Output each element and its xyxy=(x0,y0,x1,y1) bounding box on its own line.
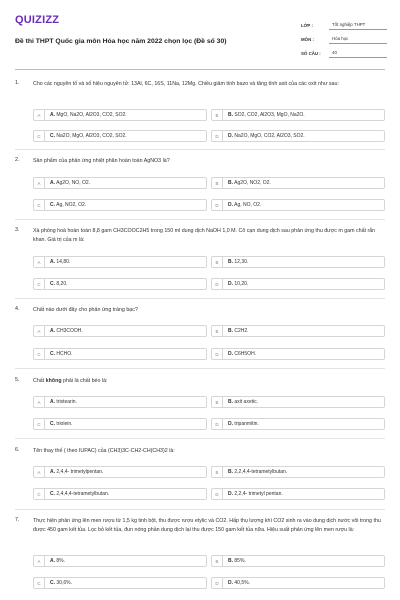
answer-option-a[interactable] xyxy=(33,466,207,478)
option-key: A. xyxy=(50,259,55,265)
question-text: Chất nào dưới đây cho phản ứng tráng bạc? xyxy=(33,307,138,313)
answer-option-a[interactable] xyxy=(33,396,207,408)
question-number: 2. xyxy=(15,157,20,163)
option-text: 30,6%. xyxy=(56,580,72,586)
option-text: 10,20. xyxy=(234,281,249,287)
meta-value: Tốt nghiệp THPT xyxy=(329,22,387,30)
option-text: tripanmitin. xyxy=(234,421,259,427)
answer-option-a[interactable] xyxy=(33,325,207,337)
question-text: Chất không phải là chất béo là: xyxy=(33,378,108,384)
option-text: Na2O, MgO, CO2, Al2O3, SO2. xyxy=(234,133,305,139)
option-text: Ag2O, NO, O2. xyxy=(56,180,91,186)
divider xyxy=(15,509,385,510)
option-letter: A xyxy=(34,257,45,267)
question-number: 1. xyxy=(15,80,20,86)
divider xyxy=(15,219,385,220)
answer-option-d[interactable] xyxy=(211,488,385,500)
option-text: MgO, Na2O, Al2O3, CO2, SO2. xyxy=(56,112,127,118)
option-letter: B xyxy=(212,110,223,120)
option-key: B. xyxy=(228,558,233,564)
question-number: 5. xyxy=(15,377,20,383)
question-number: 3. xyxy=(15,227,20,233)
option-letter: D xyxy=(212,419,223,429)
question-text: Tên thay thế ( theo IUPAC) của (CH3)3C-CH2-CH(CH3)2 là: xyxy=(33,448,175,454)
meta-row-count xyxy=(301,44,387,58)
option-letter: A xyxy=(34,110,45,120)
option-key: A. xyxy=(50,112,55,118)
question-text: Xà phòng hoá hoàn toàn 8,8 gam CH3COOC2H5 trong 150 ml dung dịch NaOH 1,0 M. Cô cạn dung dịch sau phản ứng thu được m gam chất rắn khan. Giá trị của m là: xyxy=(33,228,376,243)
option-text: 85%. xyxy=(234,558,246,564)
option-letter: B xyxy=(212,397,223,407)
option-key: C. xyxy=(50,421,55,427)
option-text: axit axetic. xyxy=(234,399,259,405)
option-letter: C xyxy=(34,578,45,588)
option-letter: A xyxy=(34,178,45,188)
divider xyxy=(15,149,385,150)
option-text: Ag, NO, O2. xyxy=(234,202,262,208)
option-text: Ag, NO2, O2. xyxy=(56,202,87,208)
option-letter: B xyxy=(212,257,223,267)
answer-option-d[interactable] xyxy=(211,418,385,430)
meta-value: Hóa học xyxy=(329,36,387,44)
option-text: triolein. xyxy=(56,421,73,427)
meta-value: 40 xyxy=(329,50,387,58)
answer-option-b[interactable] xyxy=(211,177,385,189)
option-text: 2,4,4,4-tetrametylbutan. xyxy=(56,491,110,497)
option-key: A. xyxy=(50,180,55,186)
option-key: D. xyxy=(228,421,233,427)
option-text: CH3COOH. xyxy=(56,328,83,334)
answer-option-d[interactable] xyxy=(211,577,385,589)
question-number: 4. xyxy=(15,306,20,312)
option-key: B. xyxy=(228,399,233,405)
option-text: 2,2,4- trimetyl pentan. xyxy=(234,491,283,497)
option-letter: B xyxy=(212,326,223,336)
answer-option-c[interactable] xyxy=(33,418,207,430)
answer-option-b[interactable] xyxy=(211,109,385,121)
option-text: 8,20. xyxy=(56,281,68,287)
question-number: 7. xyxy=(15,517,20,523)
option-letter: C xyxy=(34,131,45,141)
option-letter: B xyxy=(212,178,223,188)
answer-option-c[interactable] xyxy=(33,278,207,290)
question-text: Cho các nguyên tố và số hiệu nguyên tử: 13Al, 6C, 16S, 11Na, 12Mg. Chiều giảm tính bazo và tăng tính axit của các oxit như sau: xyxy=(33,81,339,87)
divider xyxy=(15,368,385,369)
answer-option-c[interactable] xyxy=(33,130,207,142)
option-letter: A xyxy=(34,326,45,336)
answer-option-b[interactable] xyxy=(211,325,385,337)
answer-option-d[interactable] xyxy=(211,278,385,290)
answer-option-b[interactable] xyxy=(211,256,385,268)
answer-option-c[interactable] xyxy=(33,348,207,360)
answer-option-d[interactable] xyxy=(211,130,385,142)
option-letter: C xyxy=(34,419,45,429)
option-letter: D xyxy=(212,131,223,141)
option-key: A. xyxy=(50,328,55,334)
option-letter: D xyxy=(212,349,223,359)
option-text: HCHO. xyxy=(56,351,73,357)
meta-row-class xyxy=(301,16,387,30)
option-key: C. xyxy=(50,491,55,497)
answer-option-c[interactable] xyxy=(33,488,207,500)
option-text: C6H5OH. xyxy=(234,351,257,357)
option-key: D. xyxy=(228,580,233,586)
meta-info xyxy=(301,16,387,58)
option-text: tristearin. xyxy=(56,399,77,405)
option-letter: C xyxy=(34,279,45,289)
page-title: Đề thi THPT Quốc gia môn Hóa học năm 2022 chọn lọc (Đề số 30) xyxy=(15,38,227,45)
option-text: 14,80. xyxy=(56,259,71,265)
answer-option-d[interactable] xyxy=(211,199,385,211)
option-text: SO2, CO2, Al2O3, MgO, Na2O. xyxy=(234,112,305,118)
option-key: D. xyxy=(228,351,233,357)
option-letter: D xyxy=(212,489,223,499)
option-letter: A xyxy=(34,556,45,566)
answer-option-c[interactable] xyxy=(33,577,207,589)
divider xyxy=(15,438,385,439)
option-key: D. xyxy=(228,281,233,287)
option-text: 12,30. xyxy=(234,259,249,265)
option-text: Na2O, MgO, Al2O3, CO2, SO2. xyxy=(56,133,127,139)
option-text: C2H2. xyxy=(234,328,249,334)
option-key: C. xyxy=(50,133,55,139)
option-key: B. xyxy=(228,328,233,334)
option-key: C. xyxy=(50,351,55,357)
option-key: C. xyxy=(50,281,55,287)
option-letter: D xyxy=(212,578,223,588)
divider xyxy=(15,298,385,299)
answer-option-c[interactable] xyxy=(33,199,207,211)
answer-option-d[interactable] xyxy=(211,348,385,360)
meta-row-subject xyxy=(301,30,387,44)
option-key: A. xyxy=(50,399,55,405)
meta-label: LỚP : xyxy=(301,23,313,28)
option-key: D. xyxy=(228,491,233,497)
answer-option-b[interactable] xyxy=(211,555,385,567)
option-text: Ag2O, NO2, O2. xyxy=(234,180,271,186)
meta-label: SỐ CÂU : xyxy=(301,51,321,56)
option-text: 2,2,4,4-tetrametylbutan. xyxy=(234,469,288,475)
answer-option-b[interactable] xyxy=(211,466,385,478)
option-key: B. xyxy=(228,112,233,118)
option-text: 40,5%. xyxy=(234,580,250,586)
answer-option-a[interactable] xyxy=(33,256,207,268)
option-text: 2,4,4- trimetylpentan. xyxy=(56,469,104,475)
question-number: 6. xyxy=(15,447,20,453)
option-key: B. xyxy=(228,469,233,475)
option-letter: C xyxy=(34,349,45,359)
option-key: C. xyxy=(50,580,55,586)
option-key: D. xyxy=(228,202,233,208)
option-letter: C xyxy=(34,200,45,210)
option-letter: A xyxy=(34,397,45,407)
option-key: B. xyxy=(228,259,233,265)
option-key: C. xyxy=(50,202,55,208)
question-text: Thực hiện phản ứng lên men rượu từ 1,5 kg tinh bột, thu được rượu etylic và CO2. Hấp thụ lượng khí CO2 sinh ra vào dung dịch nước vôi trong thu được 450 gam kết tủa. Lọc bỏ kết tủa, đun nóng phần dung dịch lại thu được 150 gam kết tủa nữa. Hiệu suất phản ứng lên men rượu là: xyxy=(33,518,381,533)
answer-option-b[interactable] xyxy=(211,396,385,408)
worksheet-header xyxy=(15,12,385,70)
quizizz-logo: QUIZIZZ xyxy=(15,14,60,26)
option-text: 8%. xyxy=(56,558,66,564)
answer-option-a[interactable] xyxy=(33,555,207,567)
option-key: A. xyxy=(50,558,55,564)
emphasis-word: không xyxy=(45,378,62,384)
question-text: Sản phẩm của phản ứng nhiệt phân hoàn toàn AgNO3 là? xyxy=(33,158,170,164)
option-letter: B xyxy=(212,467,223,477)
answer-option-a[interactable] xyxy=(33,177,207,189)
option-letter: B xyxy=(212,556,223,566)
option-letter: D xyxy=(212,279,223,289)
option-letter: A xyxy=(34,467,45,477)
answer-option-a[interactable] xyxy=(33,109,207,121)
option-key: D. xyxy=(228,133,233,139)
option-key: B. xyxy=(228,180,233,186)
option-key: A. xyxy=(50,469,55,475)
option-letter: C xyxy=(34,489,45,499)
option-letter: D xyxy=(212,200,223,210)
meta-label: MÔN : xyxy=(301,37,314,42)
